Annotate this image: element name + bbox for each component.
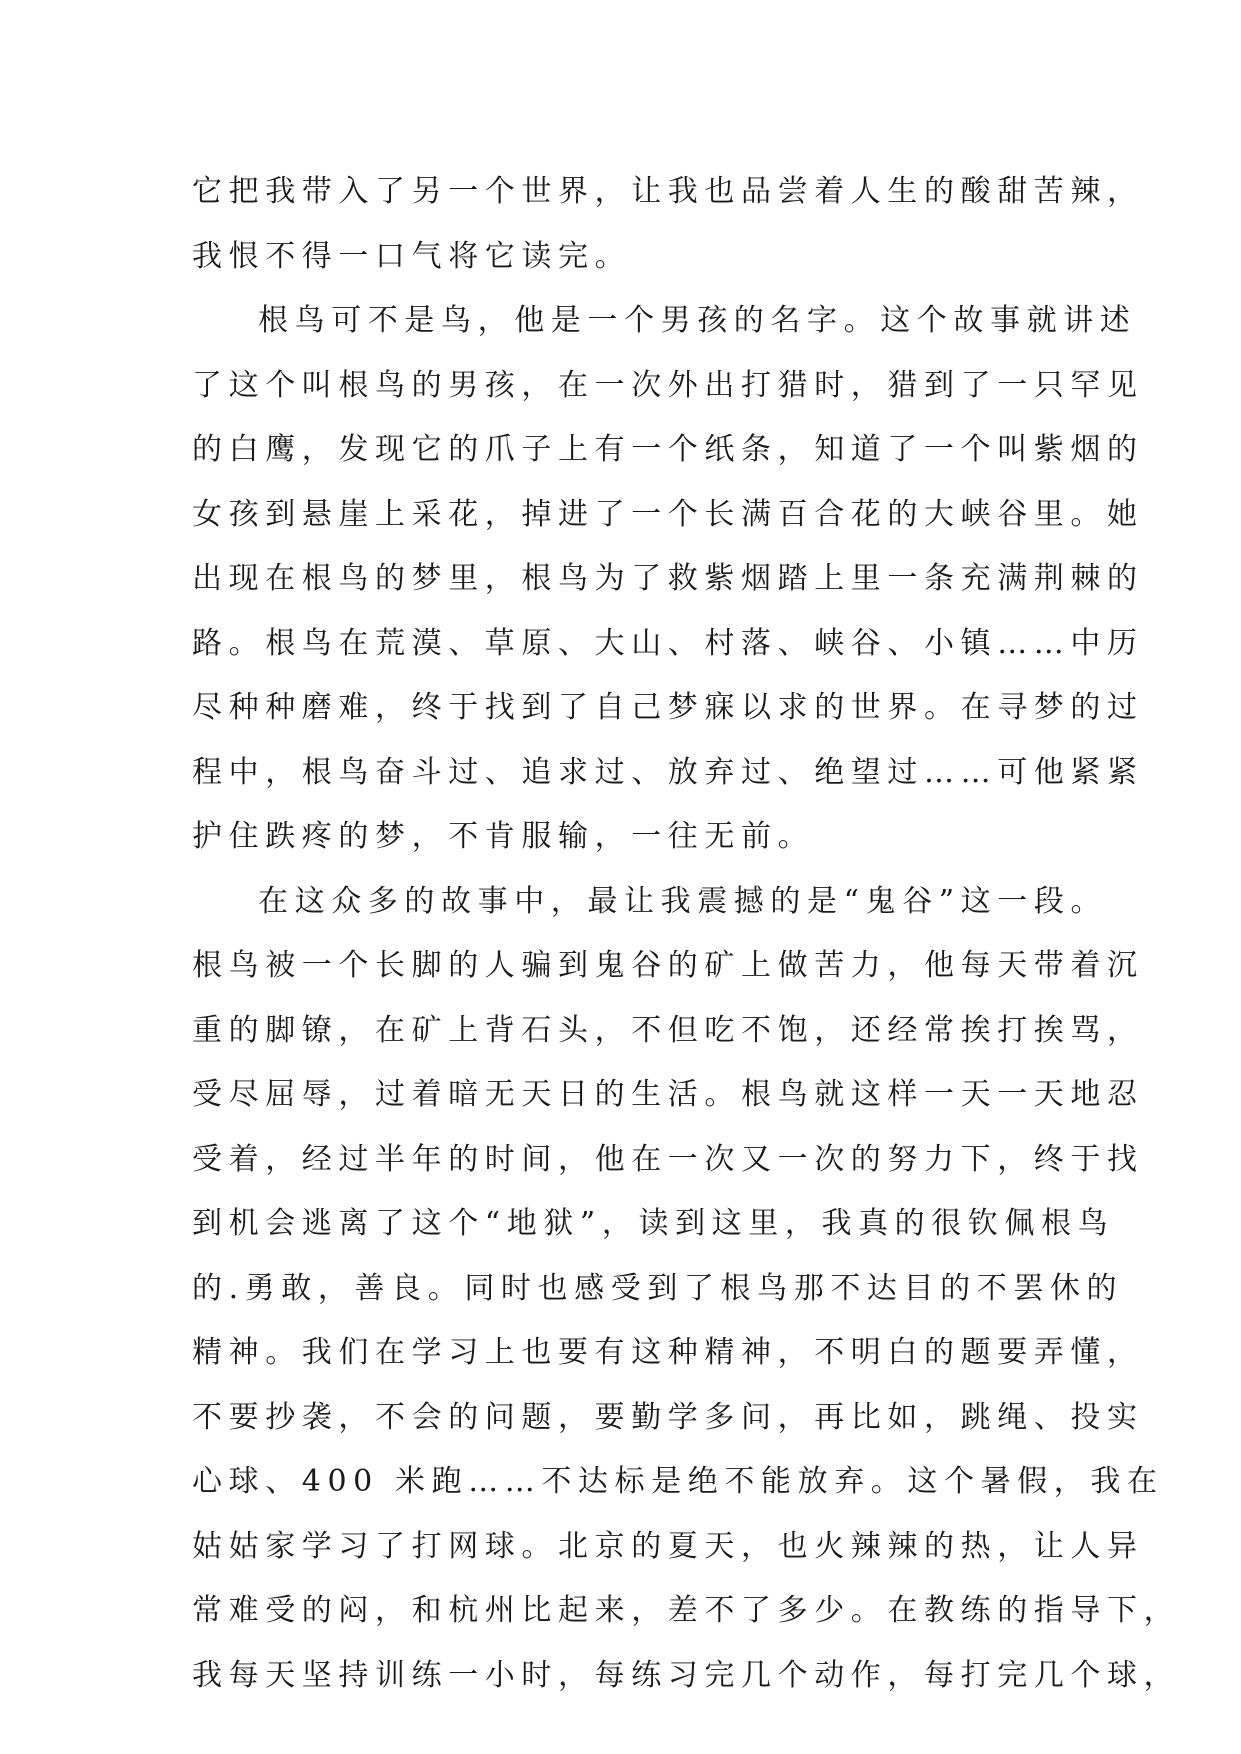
text-line: 护住跌疼的梦，不肯服输，一往无前。 [192, 819, 815, 854]
text-line: 受着，经过半年的时间，他在一次又一次的努力下，终于找 [192, 1141, 1144, 1177]
text-line: 根鸟可不是鸟，他是一个男孩的名字。这个故事就讲述 [258, 303, 1137, 338]
text-line: 出现在根鸟的梦里，根鸟为了救紫烟踏上里一条充满荆棘的 [192, 561, 1144, 596]
text-line: 女孩到悬崖上采花，掉进了一个长满百合花的大峡谷里。她 [192, 496, 1144, 532]
document-body [192, 160, 1181, 1708]
text-line: 姑姑家学习了打网球。北京的夏天，也火辣辣的热，让人异 [192, 1528, 1144, 1564]
text-line: 心球、400 米跑……不达标是绝不能放弃。这个暑假，我在 [192, 1464, 1164, 1499]
text-line: 的.勇敢，善良。同时也感受到了根鸟那不达目的不罢休的 [192, 1270, 1124, 1306]
text-line: 我每天坚持训练一小时，每练习完几个动作，每打完几个球， [192, 1657, 1181, 1693]
text-line: 程中，根鸟奋斗过、追求过、放弃过、绝望过……可他紧紧 [192, 754, 1144, 790]
text-line: 了这个叫根鸟的男孩，在一次外出打猎时，猎到了一只罕见 [192, 367, 1144, 403]
text-line: 不要抄袭，不会的问题，要勤学多问，再比如，跳绳、投实 [192, 1399, 1144, 1435]
text-line: 它把我带入了另一个世界，让我也品尝着人生的酸甜苦辣， [192, 174, 1144, 209]
text-line: 受尽屈辱，过着暗无天日的生活。根鸟就这样一天一天地忍 [192, 1077, 1144, 1112]
text-line: 尽种种磨难，终于找到了自己梦寐以求的世界。在寻梦的过 [192, 690, 1144, 725]
text-line: 在这众多的故事中，最让我震撼的是“鬼谷”这一段。 [258, 883, 1108, 919]
text-line: 常难受的闷，和杭州比起来，差不了多少。在教练的指导下， [192, 1593, 1181, 1628]
text-line: 我恨不得一口气将它读完。 [192, 238, 632, 274]
text-line: 路。根鸟在荒漠、草原、大山、村落、峡谷、小镇……中历 [192, 625, 1144, 661]
text-line: 到机会逃离了这个“地狱”，读到这里，我真的很钦佩根鸟 [192, 1206, 1115, 1241]
text-line: 的白鹰，发现它的爪子上有一个纸条，知道了一个叫紫烟的 [192, 432, 1144, 467]
text-line: 精神。我们在学习上也要有这种精神，不明白的题要弄懂， [192, 1335, 1144, 1370]
text-line: 根鸟被一个长脚的人骗到鬼谷的矿上做苦力，他每天带着沉 [192, 948, 1144, 983]
text-line: 重的脚镣，在矿上背石头，不但吃不饱，还经常挨打挨骂， [192, 1012, 1144, 1048]
